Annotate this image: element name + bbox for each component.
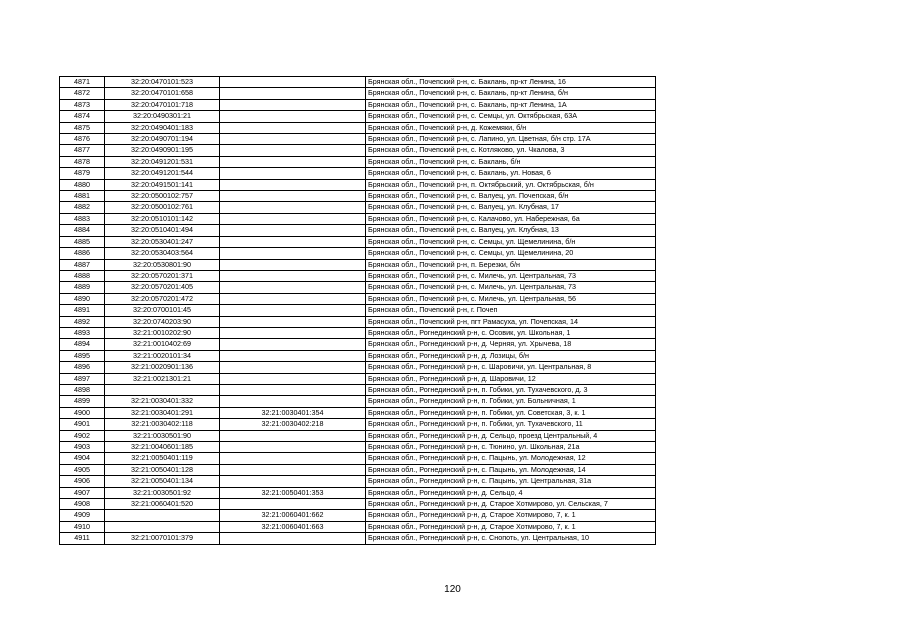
cadastral-number-cell: 32:21:0040601:185 (105, 442, 220, 453)
cadastral-number-cell: 32:21:0060401:520 (105, 499, 220, 510)
address-cell: Брянская обл., Почепский р-н, д. Кожемяки, б/н (366, 122, 656, 133)
row-number-cell: 4873 (60, 99, 105, 110)
address-cell: Брянская обл., Почепский р-н, с. Котляково, ул. Чкалова, 3 (366, 145, 656, 156)
cadastral-number-cell: 32:21:0021301:21 (105, 373, 220, 384)
related-cadastral-number-cell (220, 305, 366, 316)
related-cadastral-number-cell (220, 77, 366, 88)
cadastral-number-cell: 32:20:0470101:718 (105, 99, 220, 110)
address-cell: Брянская обл., Рогнединский р-н, п. Гобики, ул. Советская, 3, к. 1 (366, 407, 656, 418)
cadastral-number-cell: 32:21:0050401:128 (105, 464, 220, 475)
address-cell: Брянская обл., Рогнединский р-н, п. Гобики, ул. Больничная, 1 (366, 396, 656, 407)
address-cell: Брянская обл., Почепский р-н, с. Баклань, б/н (366, 156, 656, 167)
cadastral-number-cell: 32:21:0030401:332 (105, 396, 220, 407)
related-cadastral-number-cell (220, 179, 366, 190)
address-cell: Брянская обл., Рогнединский р-н, с. Пацынь, ул. Центральная, 31а (366, 476, 656, 487)
cadastral-number-cell: 32:20:0510101:142 (105, 213, 220, 224)
cadastral-number-cell: 32:20:0570201:371 (105, 270, 220, 281)
cadastral-number-cell: 32:21:0030402:118 (105, 419, 220, 430)
table-row (60, 533, 656, 544)
related-cadastral-number-cell (220, 350, 366, 361)
related-cadastral-number-cell (220, 533, 366, 544)
row-number-cell: 4875 (60, 122, 105, 133)
related-cadastral-number-cell (220, 282, 366, 293)
related-cadastral-number-cell (220, 145, 366, 156)
cadastral-number-cell: 32:21:0010402:69 (105, 339, 220, 350)
row-number-cell: 4891 (60, 305, 105, 316)
table-row (60, 213, 656, 224)
related-cadastral-number-cell (220, 339, 366, 350)
address-cell: Брянская обл., Рогнединский р-н, д. Сельцо, 4 (366, 487, 656, 498)
address-cell: Брянская обл., Рогнединский р-н, с. Пацынь, ул. Молодежная, 12 (366, 453, 656, 464)
table-row (60, 248, 656, 259)
table-row (60, 384, 656, 395)
related-cadastral-number-cell (220, 430, 366, 441)
related-cadastral-number-cell (220, 464, 366, 475)
cadastral-number-cell: 32:20:0491201:544 (105, 168, 220, 179)
cadastral-number-cell: 32:21:0070101:379 (105, 533, 220, 544)
row-number-cell: 4880 (60, 179, 105, 190)
table-row (60, 407, 656, 418)
cadastral-number-cell: 32:20:0530401:247 (105, 236, 220, 247)
row-number-cell: 4907 (60, 487, 105, 498)
cadastral-number-cell: 32:21:0050401:134 (105, 476, 220, 487)
cadastral-number-cell: 32:21:0050401:119 (105, 453, 220, 464)
related-cadastral-number-cell (220, 122, 366, 133)
cadastral-number-cell: 32:21:0030501:92 (105, 487, 220, 498)
address-cell: Брянская обл., Почепский р-н, с. Милечь, ул. Центральная, 73 (366, 282, 656, 293)
cadastral-number-cell: 32:20:0740203:90 (105, 316, 220, 327)
address-cell: Брянская обл., Рогнединский р-н, с. Пацынь, ул. Молодежная, 14 (366, 464, 656, 475)
cadastral-number-cell: 32:20:0490901:195 (105, 145, 220, 156)
table-row (60, 464, 656, 475)
table-row (60, 111, 656, 122)
address-cell: Брянская обл., Рогнединский р-н, с. Тюнино, ул. Школьная, 21а (366, 442, 656, 453)
address-cell: Брянская обл., Почепский р-н, п. Березки, б/н (366, 259, 656, 270)
address-cell: Брянская обл., Почепский р-н, с. Милечь, ул. Центральная, 56 (366, 293, 656, 304)
row-number-cell: 4882 (60, 202, 105, 213)
table-row (60, 316, 656, 327)
related-cadastral-number-cell (220, 373, 366, 384)
row-number-cell: 4895 (60, 350, 105, 361)
row-number-cell: 4874 (60, 111, 105, 122)
table-row (60, 327, 656, 338)
row-number-cell: 4910 (60, 521, 105, 532)
table-row (60, 521, 656, 532)
address-cell: Брянская обл., Почепский р-н, с. Милечь, ул. Центральная, 73 (366, 270, 656, 281)
cadastral-number-cell: 32:20:0490701:194 (105, 134, 220, 145)
cadastral-number-cell: 32:20:0470101:658 (105, 88, 220, 99)
related-cadastral-number-cell (220, 384, 366, 395)
related-cadastral-number-cell (220, 396, 366, 407)
table-row (60, 282, 656, 293)
related-cadastral-number-cell (220, 156, 366, 167)
table-row (60, 487, 656, 498)
table-row (60, 191, 656, 202)
table-row (60, 293, 656, 304)
row-number-cell: 4897 (60, 373, 105, 384)
cadastral-number-cell: 32:20:0470101:523 (105, 77, 220, 88)
address-cell: Брянская обл., Рогнединский р-н, д. Сельцо, проезд Центральный, 4 (366, 430, 656, 441)
address-cell: Брянская обл., Почепский р-н, с. Баклань, пр-кт Ленина, 16 (366, 77, 656, 88)
related-cadastral-number-cell (220, 202, 366, 213)
related-cadastral-number-cell (220, 453, 366, 464)
address-cell: Брянская обл., Почепский р-н, пгт Рамасуха, ул. Почепская, 14 (366, 316, 656, 327)
table-row (60, 122, 656, 133)
table-row (60, 453, 656, 464)
related-cadastral-number-cell (220, 111, 366, 122)
address-cell: Брянская обл., Почепский р-н, с. Семцы, ул. Октябрьская, 63А (366, 111, 656, 122)
related-cadastral-number-cell (220, 476, 366, 487)
table-row (60, 419, 656, 430)
address-cell: Брянская обл., Рогнединский р-н, с. Шаровичи, ул. Центральная, 8 (366, 362, 656, 373)
related-cadastral-number-cell (220, 248, 366, 259)
cadastral-number-cell (105, 384, 220, 395)
cadastral-number-cell: 32:20:0530801:90 (105, 259, 220, 270)
table-row (60, 350, 656, 361)
related-cadastral-number-cell: 32:21:0030401:354 (220, 407, 366, 418)
row-number-cell: 4892 (60, 316, 105, 327)
row-number-cell: 4890 (60, 293, 105, 304)
table-row (60, 134, 656, 145)
row-number-cell: 4901 (60, 419, 105, 430)
related-cadastral-number-cell (220, 362, 366, 373)
table-row (60, 476, 656, 487)
address-cell: Брянская обл., Рогнединский р-н, д. Черняя, ул. Хрычева, 18 (366, 339, 656, 350)
row-number-cell: 4908 (60, 499, 105, 510)
row-number-cell: 4878 (60, 156, 105, 167)
address-cell: Брянская обл., Рогнединский р-н, д. Старое Хотмирово, ул. Сельская, 7 (366, 499, 656, 510)
address-cell: Брянская обл., Рогнединский р-н, с. Снопоть, ул. Центральная, 10 (366, 533, 656, 544)
table-row (60, 362, 656, 373)
table-row (60, 373, 656, 384)
cadastral-number-cell: 32:20:0700101:45 (105, 305, 220, 316)
address-cell: Брянская обл., Почепский р-н, с. Калачово, ул. Набережная, 6а (366, 213, 656, 224)
cadastral-number-cell: 32:20:0510401:494 (105, 225, 220, 236)
address-cell: Брянская обл., Почепский р-н, г. Почеп (366, 305, 656, 316)
row-number-cell: 4893 (60, 327, 105, 338)
cadastral-number-cell (105, 521, 220, 532)
table-row (60, 179, 656, 190)
cadastral-number-cell: 32:20:0570201:405 (105, 282, 220, 293)
table-row (60, 77, 656, 88)
table-row (60, 99, 656, 110)
table-row (60, 202, 656, 213)
row-number-cell: 4896 (60, 362, 105, 373)
address-cell: Брянская обл., Рогнединский р-н, с. Осовик, ул. Школьная, 1 (366, 327, 656, 338)
row-number-cell: 4905 (60, 464, 105, 475)
related-cadastral-number-cell (220, 499, 366, 510)
address-cell: Брянская обл., Почепский р-н, с. Семцы, ул. Щемелинина, б/н (366, 236, 656, 247)
table-row (60, 156, 656, 167)
related-cadastral-number-cell (220, 316, 366, 327)
cadastral-number-cell: 32:20:0530403:564 (105, 248, 220, 259)
table-row (60, 225, 656, 236)
address-cell: Брянская обл., Почепский р-н, п. Октябрьский, ул. Октябрьская, б/н (366, 179, 656, 190)
cadastral-number-cell: 32:20:0500102:757 (105, 191, 220, 202)
row-number-cell: 4884 (60, 225, 105, 236)
table-row (60, 259, 656, 270)
related-cadastral-number-cell (220, 168, 366, 179)
address-cell: Брянская обл., Почепский р-н, с. Баклань, пр-кт Ленина, 1А (366, 99, 656, 110)
address-cell: Брянская обл., Почепский р-н, с. Баклань, пр-кт Ленина, б/н (366, 88, 656, 99)
address-cell: Брянская обл., Почепский р-н, с. Валуец, ул. Клубная, 13 (366, 225, 656, 236)
row-number-cell: 4881 (60, 191, 105, 202)
row-number-cell: 4889 (60, 282, 105, 293)
related-cadastral-number-cell (220, 88, 366, 99)
property-register-table (59, 76, 656, 545)
row-number-cell: 4900 (60, 407, 105, 418)
row-number-cell: 4877 (60, 145, 105, 156)
table-row (60, 305, 656, 316)
cadastral-number-cell: 32:20:0490401:183 (105, 122, 220, 133)
related-cadastral-number-cell: 32:21:0050401:353 (220, 487, 366, 498)
cadastral-number-cell (105, 510, 220, 521)
row-number-cell: 4888 (60, 270, 105, 281)
row-number-cell: 4883 (60, 213, 105, 224)
address-cell: Брянская обл., Рогнединский р-н, д. Шаровичи, 12 (366, 373, 656, 384)
cadastral-number-cell: 32:20:0500102:761 (105, 202, 220, 213)
cadastral-number-cell: 32:20:0490301:21 (105, 111, 220, 122)
table-row (60, 499, 656, 510)
related-cadastral-number-cell (220, 236, 366, 247)
row-number-cell: 4879 (60, 168, 105, 179)
address-cell: Брянская обл., Рогнединский р-н, д. Старое Хотмирово, 7, к. 1 (366, 510, 656, 521)
address-cell: Брянская обл., Почепский р-н, с. Баклань, ул. Новая, 6 (366, 168, 656, 179)
table-row (60, 145, 656, 156)
related-cadastral-number-cell: 32:21:0060401:663 (220, 521, 366, 532)
related-cadastral-number-cell (220, 293, 366, 304)
table-row (60, 430, 656, 441)
related-cadastral-number-cell (220, 327, 366, 338)
table-row (60, 442, 656, 453)
row-number-cell: 4911 (60, 533, 105, 544)
address-cell: Брянская обл., Почепский р-н, с. Валуец, ул. Клубная, 17 (366, 202, 656, 213)
table-body (60, 77, 656, 545)
row-number-cell: 4871 (60, 77, 105, 88)
row-number-cell: 4894 (60, 339, 105, 350)
cadastral-number-cell: 32:21:0020901:136 (105, 362, 220, 373)
related-cadastral-number-cell (220, 225, 366, 236)
row-number-cell: 4903 (60, 442, 105, 453)
row-number-cell: 4904 (60, 453, 105, 464)
cadastral-number-cell: 32:21:0030401:291 (105, 407, 220, 418)
cadastral-number-cell: 32:20:0570201:472 (105, 293, 220, 304)
row-number-cell: 4906 (60, 476, 105, 487)
address-cell: Брянская обл., Почепский р-н, с. Валуец, ул. Почепская, б/н (366, 191, 656, 202)
cadastral-number-cell: 32:21:0020101:34 (105, 350, 220, 361)
related-cadastral-number-cell (220, 259, 366, 270)
cadastral-number-cell: 32:21:0010202:90 (105, 327, 220, 338)
address-cell: Брянская обл., Рогнединский р-н, п. Гобики, ул. Тухачевского, 11 (366, 419, 656, 430)
cadastral-number-cell: 32:20:0491501:141 (105, 179, 220, 190)
row-number-cell: 4899 (60, 396, 105, 407)
row-number-cell: 4898 (60, 384, 105, 395)
cadastral-number-cell: 32:20:0491201:531 (105, 156, 220, 167)
page-number: 120 (444, 584, 461, 595)
table-row (60, 396, 656, 407)
row-number-cell: 4887 (60, 259, 105, 270)
table-row (60, 236, 656, 247)
table-row (60, 88, 656, 99)
address-cell: Брянская обл., Рогнединский р-н, д. Старое Хотмирово, 7, к. 1 (366, 521, 656, 532)
address-cell: Брянская обл., Почепский р-н, с. Лапино, ул. Цветная, б/н стр. 17А (366, 134, 656, 145)
related-cadastral-number-cell (220, 134, 366, 145)
related-cadastral-number-cell: 32:21:0060401:662 (220, 510, 366, 521)
row-number-cell: 4876 (60, 134, 105, 145)
related-cadastral-number-cell (220, 442, 366, 453)
related-cadastral-number-cell: 32:21:0030402:218 (220, 419, 366, 430)
related-cadastral-number-cell (220, 213, 366, 224)
row-number-cell: 4886 (60, 248, 105, 259)
table-row (60, 168, 656, 179)
address-cell: Брянская обл., Почепский р-н, с. Семцы, ул. Щемелинина, 20 (366, 248, 656, 259)
row-number-cell: 4885 (60, 236, 105, 247)
table-row (60, 270, 656, 281)
address-cell: Брянская обл., Рогнединский р-н, п. Гобики, ул. Тухачевского, д. 3 (366, 384, 656, 395)
related-cadastral-number-cell (220, 270, 366, 281)
row-number-cell: 4909 (60, 510, 105, 521)
related-cadastral-number-cell (220, 99, 366, 110)
row-number-cell: 4872 (60, 88, 105, 99)
cadastral-number-cell: 32:21:0030501:90 (105, 430, 220, 441)
related-cadastral-number-cell (220, 191, 366, 202)
row-number-cell: 4902 (60, 430, 105, 441)
table-row (60, 339, 656, 350)
table-row (60, 510, 656, 521)
address-cell: Брянская обл., Рогнединский р-н, д. Лозицы, б/н (366, 350, 656, 361)
